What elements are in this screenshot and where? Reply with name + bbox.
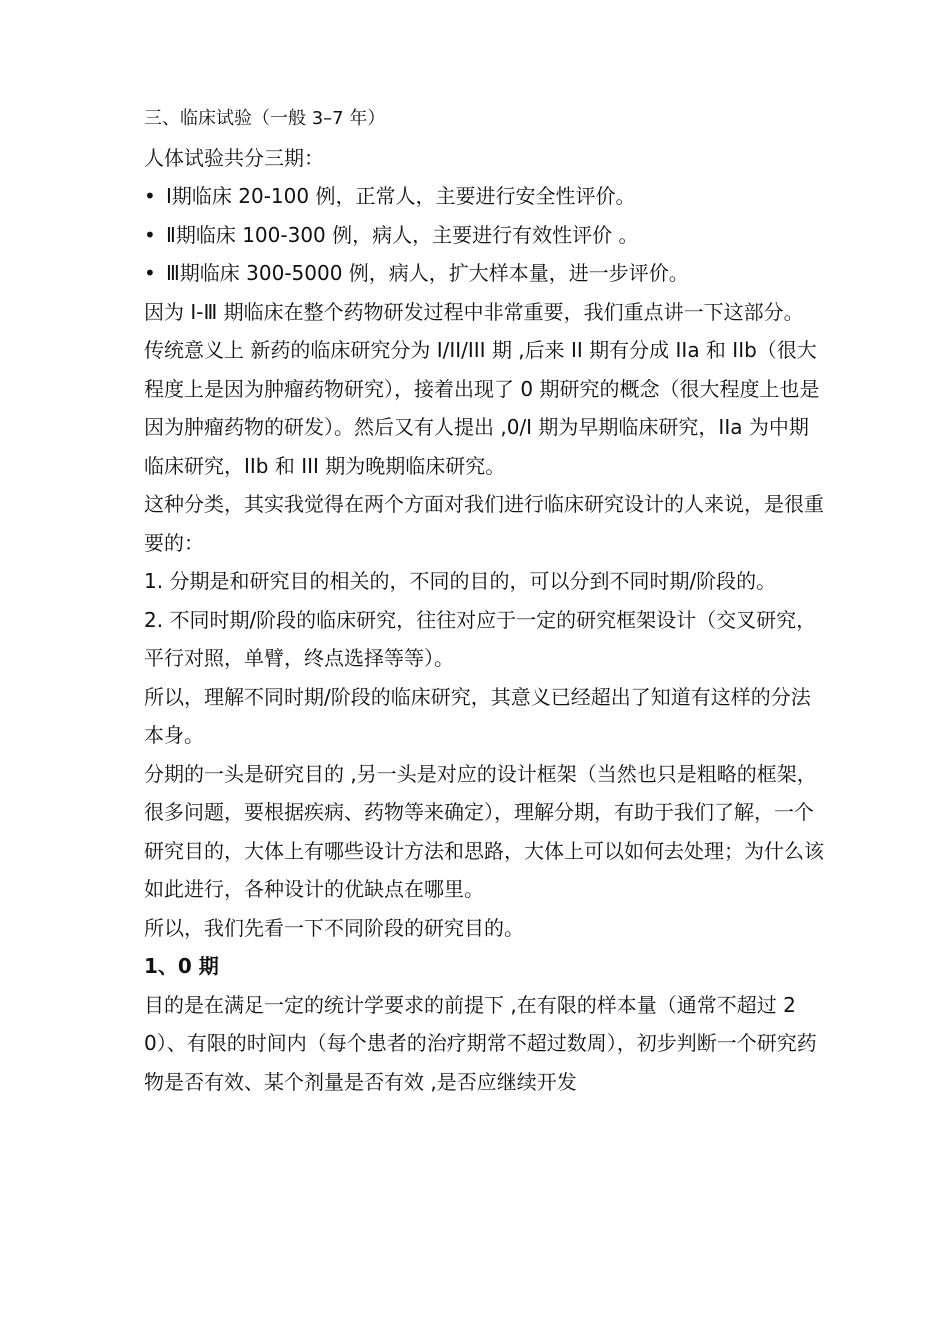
phase-2-item: • Ⅱ期临床 100-300 例，病人，主要进行有效性评价 。 (144, 216, 824, 255)
point-2: 2. 不同时期/阶段的临床研究，往往对应于一定的研究框架设计（交叉研究，平行对照，单臂，终点选择等等）。 (144, 607, 817, 670)
paragraph-look-at-goals: 所以，我们先看一下不同阶段的研究目的。 (144, 915, 524, 940)
phase-3-item: • Ⅲ期临床 300-5000 例，病人，扩大样本量，进一步评价。 (144, 254, 824, 293)
document-body (144, 100, 824, 1101)
section-title: 三、临床试验（一般 3–7 年） (144, 108, 386, 129)
paragraph-classification: 这种分类，其实我觉得在两个方面对我们进行临床研究设计的人来说，是很重要的： (144, 492, 824, 555)
paragraph-phase-0-goal: 目的是在满足一定的统计学要求的前提下 ,在有限的样本量（通常不超过 20）、有限的时间内（每个患者的治疗期常不超过数周），初步判断一个研究药物是否有效、某个剂量是否有效 ,是否应继续开发 (144, 992, 817, 1094)
point-1: 1. 分期是和研究目的相关的，不同的目的，可以分到不同时期/阶段的。 (144, 569, 777, 593)
phase-1-item: • Ⅰ期临床 20-100 例，正常人，主要进行安全性评价。 (144, 177, 824, 216)
intro-line: 人体试验共分三期： (144, 145, 324, 170)
phase-0-heading: 1、0 期 (144, 954, 219, 978)
paragraph-importance: 因为 Ⅰ-Ⅲ 期临床在整个药物研发过程中非常重要，我们重点讲一下这部分。 (144, 299, 804, 324)
paragraph-design-framework: 分期的一头是研究目的 ,另一头是对应的设计框架（当然也只是粗略的框架，很多问题，要根据疾病、药物等来确定），理解分期，有助于我们了解，一个研究目的，大体上有哪些设计方法和思路，大体上可以如何去处理；为什么该如此进行，各种设计的优缺点在哪里。 (144, 761, 824, 901)
paragraph-traditional-phases: 传统意义上 新药的临床研究分为 I/II/III 期 ,后来 II 期有分成 IIa 和 IIb（很大程度上是因为肿瘤药物研究），接着出现了 0 期研究的概念（很大程度上也是因为肿瘤药物的研发）。然后又有人提出 ,0/I 期为早期临床研究，IIa 为中期临床研究，IIb 和 III 期为晚期临床研究。 (144, 338, 820, 478)
paragraph-meaning: 所以，理解不同时期/阶段的临床研究，其意义已经超出了知道有这样的分法本身。 (144, 684, 811, 747)
